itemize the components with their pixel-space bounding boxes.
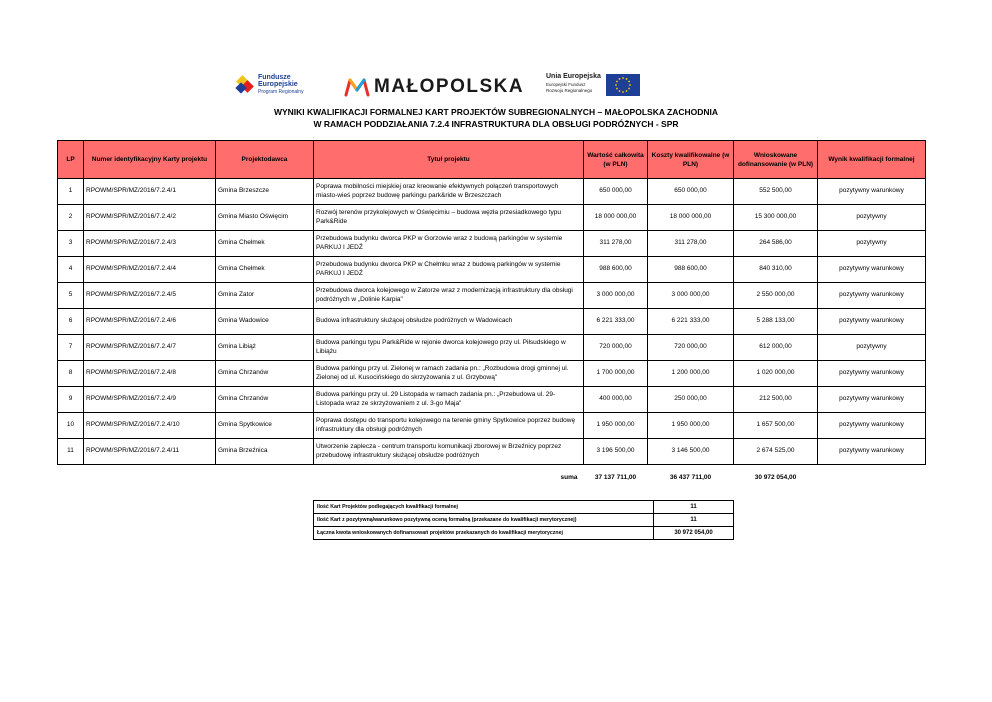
malopolska-wordmark: MAŁOPOLSKA: [374, 76, 525, 97]
cell-numer: RPOWM/SPR/MZ/2016/7.2.4/10: [84, 413, 216, 439]
cell-tytul: Przebudowa budynku dworca PKP w Gorzowie wraz z budową parkingów w systemie PARKUJ I JEDŹ: [314, 231, 584, 257]
cell-wynik: pozytywny warunkowy: [818, 283, 926, 309]
cell-tytul: Poprawa dostępu do transportu kolejowego na terenie gminy Spytkowice poprzez budowę infrastruktury dla obsługi podróżnych: [314, 413, 584, 439]
cell-wynik: pozytywny warunkowy: [818, 257, 926, 283]
sum-label: suma: [560, 474, 578, 482]
cell-tytul: Rozwój terenów przykolejowych w Oświęcimiu – budowa węzła przesiadkowego typu Park&Ride: [314, 205, 584, 231]
cell-koszty: 6 221 333,00: [648, 309, 734, 335]
ue-logo-line1: Unia Europejska: [546, 73, 601, 80]
cell-koszty: 250 000,00: [648, 387, 734, 413]
cell-tytul: Poprawa mobilności miejskiej oraz kreowanie efektywnych połączeń transportowych miasto-wieś poprzez budowę parkingu park&ride w Brzeszczach: [314, 179, 584, 205]
fundusze-europejskie-logo: [236, 74, 304, 96]
cell-wynik: pozytywny warunkowy: [818, 413, 926, 439]
cell-wartosc: 720 000,00: [584, 335, 648, 361]
cell-numer: RPOWM/SPR/MZ/2016/7.2.4/11: [84, 439, 216, 465]
table-row: [58, 439, 926, 465]
cell-wartosc: 3 196 500,00: [584, 439, 648, 465]
cell-wartosc: 311 278,00: [584, 231, 648, 257]
cell-tytul: Przebudowa dworca kolejowego w Zatorze wraz z modernizacją infrastruktury dla obsługi podróżnych w „Dolinie Karpia": [314, 283, 584, 309]
cell-projektodawca: Gmina Spytkowice: [216, 413, 314, 439]
cell-wynik: pozytywny warunkowy: [818, 361, 926, 387]
table-header-row: [58, 141, 926, 179]
col-header-wartosc: Wartość całkowita (w PLN): [584, 141, 648, 179]
summary-label: Łączna kwota wnioskowanych dofinansowań projektów przekazanych do kwalifikacji merytorycznej: [314, 527, 654, 540]
projects-table: [57, 140, 926, 491]
summary-value: 30 972 054,00: [654, 527, 734, 540]
fe-logo-line1: Fundusze: [258, 74, 291, 81]
cell-wnioskowane: 5 288 133,00: [734, 309, 818, 335]
cell-projektodawca: Gmina Brzeszcze: [216, 179, 314, 205]
fe-star-icon: [236, 76, 254, 94]
cell-lp: 9: [58, 387, 84, 413]
cell-wnioskowane: 212 500,00: [734, 387, 818, 413]
cell-wynik: pozytywny warunkowy: [818, 309, 926, 335]
cell-koszty: 1 200 000,00: [648, 361, 734, 387]
cell-numer: RPOWM/SPR/MZ/2016/7.2.4/9: [84, 387, 216, 413]
cell-wynik: pozytywny: [818, 205, 926, 231]
malopolska-m-icon: [344, 77, 370, 97]
title-line2: W RAMACH PODDZIAŁANIA 7.2.4 INFRASTRUKTURA DLA OBSŁUGI PODRÓŻNYCH - SPR: [313, 119, 679, 129]
sum-koszty: 36 437 711,00: [669, 474, 712, 482]
cell-wynik: pozytywny: [818, 231, 926, 257]
cell-tytul: Przebudowa budynku dworca PKP w Chełmku wraz z budową parkingów w systemie PARKUJ I JEDŹ: [314, 257, 584, 283]
cell-numer: RPOWM/SPR/MZ/2016/7.2.4/7: [84, 335, 216, 361]
cell-lp: 6: [58, 309, 84, 335]
summary-row: [314, 527, 734, 540]
col-header-koszty: Koszty kwalifikowalne (w PLN): [648, 141, 734, 179]
cell-wnioskowane: 1 657 500,00: [734, 413, 818, 439]
col-header-lp: LP: [58, 141, 84, 179]
cell-tytul: Budowa infrastruktury służącej obsłudze podróżnych w Wadowicach: [314, 309, 584, 335]
table-row: [58, 413, 926, 439]
cell-lp: 1: [58, 179, 84, 205]
cell-projektodawca: Gmina Libiąż: [216, 335, 314, 361]
table-row: [58, 283, 926, 309]
cell-wnioskowane: 2 550 000,00: [734, 283, 818, 309]
summary-row: [314, 514, 734, 527]
cell-wynik: pozytywny: [818, 335, 926, 361]
cell-numer: RPOWM/SPR/MZ/2016/7.2.4/3: [84, 231, 216, 257]
ue-logo-line3: Rozwoju Regionalnego: [546, 88, 593, 93]
cell-koszty: 1 950 000,00: [648, 413, 734, 439]
cell-koszty: 3 146 500,00: [648, 439, 734, 465]
summary-table: [313, 500, 734, 540]
cell-numer: RPOWM/SPR/MZ/2016/7.2.4/5: [84, 283, 216, 309]
table-row: [58, 309, 926, 335]
cell-koszty: 18 000 000,00: [648, 205, 734, 231]
cell-projektodawca: Gmina Miasto Oświęcim: [216, 205, 314, 231]
cell-tytul: Budowa parkingu przy ul. 29 Listopada w ramach zadania pn.: „Przebudowa ul. 29-Listopada wraz ze skrzyżowaniem z ul. 3-go Maja": [314, 387, 584, 413]
cell-koszty: 3 000 000,00: [648, 283, 734, 309]
table-row: [58, 179, 926, 205]
cell-wnioskowane: 264 586,00: [734, 231, 818, 257]
col-header-projektodawca: Projektodawca: [216, 141, 314, 179]
cell-koszty: 650 000,00: [648, 179, 734, 205]
cell-tytul: Utworzenie zaplecza - centrum transportu komunikacji zborowej w Brzeźnicy poprzez przebudowę infrastruktury służącej obsłudze podróżnych: [314, 439, 584, 465]
cell-wartosc: 988 600,00: [584, 257, 648, 283]
cell-lp: 8: [58, 361, 84, 387]
ue-logo-line2: Europejski Fundusz: [546, 82, 586, 87]
cell-wnioskowane: 612 000,00: [734, 335, 818, 361]
col-header-tytul: Tytuł projektu: [314, 141, 584, 179]
cell-wynik: pozytywny warunkowy: [818, 439, 926, 465]
cell-wnioskowane: 2 674 525,00: [734, 439, 818, 465]
cell-wartosc: 1 950 000,00: [584, 413, 648, 439]
eu-flag-icon: [606, 74, 640, 96]
col-header-wnioskowane: Wnioskowane dofinansowanie (w PLN): [734, 141, 818, 179]
table-row: [58, 387, 926, 413]
cell-wnioskowane: 1 020 000,00: [734, 361, 818, 387]
cell-projektodawca: Gmina Wadowice: [216, 309, 314, 335]
cell-numer: RPOWM/SPR/MZ/2016/7.2.4/8: [84, 361, 216, 387]
cell-tytul: Budowa parkingu przy ul. Zielonej w ramach zadania pn.: „Rozbudowa drogi gminnej ul. Zielonej od ul. Kusocińskiego do skrzyżowania z ul. Grzybową": [314, 361, 584, 387]
col-header-numer: Numer identyfikacyjny Karty projektu: [84, 141, 216, 179]
title-line1: WYNIKI KWALIFIKACJI FORMALNEJ KART PROJEKTÓW SUBREGIONALNYCH – MAŁOPOLSKA ZACHODNIA: [273, 107, 719, 117]
cell-wynik: pozytywny warunkowy: [818, 179, 926, 205]
cell-lp: 7: [58, 335, 84, 361]
cell-numer: RPOWM/SPR/MZ/2016/7.2.4/2: [84, 205, 216, 231]
unia-europejska-logo: [546, 74, 640, 96]
cell-projektodawca: Gmina Chrzanów: [216, 387, 314, 413]
cell-wnioskowane: 840 310,00: [734, 257, 818, 283]
col-header-wynik: Wynik kwalifikacji formalnej: [818, 141, 926, 179]
summary-label: Ilość Kart z pozytywną/warunkowo pozytywną oceną formalną (przekazane do kwalifikacji merytorycznej): [314, 514, 654, 527]
cell-lp: 5: [58, 283, 84, 309]
cell-lp: 11: [58, 439, 84, 465]
sum-wnioskowane: 30 972 054,00: [754, 474, 797, 482]
summary-value: 11: [654, 501, 734, 514]
cell-koszty: 311 278,00: [648, 231, 734, 257]
fe-logo-line3: Program Regionalny: [258, 89, 304, 95]
cell-lp: 4: [58, 257, 84, 283]
logos-header: [236, 74, 656, 100]
table-row: [58, 231, 926, 257]
summary-row: [314, 501, 734, 514]
summary-label: Ilość Kart Projektów podlegających kwalifikacji formalnej: [314, 501, 654, 514]
malopolska-logo: [344, 76, 524, 98]
cell-tytul: Budowa parkingu typu Park&Ride w rejonie dworca kolejowego przy ul. Piłsudskiego w Libiążu: [314, 335, 584, 361]
cell-wartosc: 400 000,00: [584, 387, 648, 413]
cell-koszty: 988 600,00: [648, 257, 734, 283]
cell-wnioskowane: 552 500,00: [734, 179, 818, 205]
cell-projektodawca: Gmina Chełmek: [216, 231, 314, 257]
table-row: [58, 361, 926, 387]
cell-projektodawca: Gmina Zator: [216, 283, 314, 309]
sum-wartosc: 37 137 711,00: [594, 474, 637, 482]
page-title: [0, 106, 992, 130]
table-row: [58, 257, 926, 283]
cell-koszty: 720 000,00: [648, 335, 734, 361]
cell-numer: RPOWM/SPR/MZ/2016/7.2.4/1: [84, 179, 216, 205]
cell-projektodawca: Gmina Brzeźnica: [216, 439, 314, 465]
cell-wartosc: 18 000 000,00: [584, 205, 648, 231]
table-row: [58, 205, 926, 231]
cell-numer: RPOWM/SPR/MZ/2016/7.2.4/6: [84, 309, 216, 335]
fe-logo-line2: Europejskie: [258, 81, 298, 88]
summary-value: 11: [654, 514, 734, 527]
cell-lp: 10: [58, 413, 84, 439]
cell-wartosc: 1 700 000,00: [584, 361, 648, 387]
sum-row: [58, 465, 926, 491]
cell-numer: RPOWM/SPR/MZ/2016/7.2.4/4: [84, 257, 216, 283]
cell-wnioskowane: 15 300 000,00: [734, 205, 818, 231]
cell-projektodawca: Gmina Chrzanów: [216, 361, 314, 387]
cell-wartosc: 650 000,00: [584, 179, 648, 205]
cell-lp: 3: [58, 231, 84, 257]
cell-projektodawca: Gmina Chełmek: [216, 257, 314, 283]
cell-wartosc: 6 221 333,00: [584, 309, 648, 335]
cell-wynik: pozytywny warunkowy: [818, 387, 926, 413]
cell-wartosc: 3 000 000,00: [584, 283, 648, 309]
cell-lp: 2: [58, 205, 84, 231]
table-row: [58, 335, 926, 361]
